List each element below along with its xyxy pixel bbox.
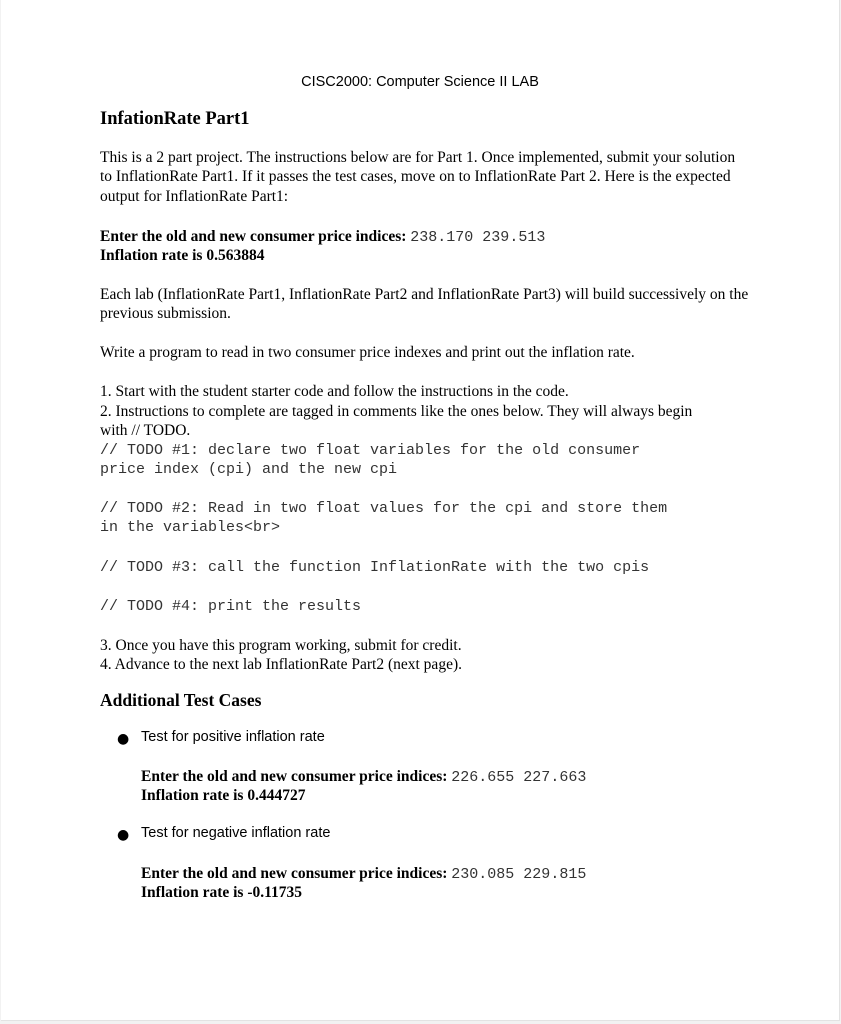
test-case-2-prompt: Enter the old and new consumer price indices: bbox=[141, 865, 448, 882]
test-case-1-result: Inflation rate is 0.444727 bbox=[141, 787, 306, 804]
todo-1-line-2: price index (cpi) and the new cpi bbox=[100, 461, 398, 478]
test-case-1-label: Test for positive inflation rate bbox=[141, 729, 325, 745]
additional-test-cases-heading: Additional Test Cases bbox=[100, 690, 262, 710]
test-case-1-prompt-line bbox=[141, 767, 586, 787]
test-case-1-input: 226.655 227.663 bbox=[451, 769, 587, 786]
task-paragraph: Write a program to read in two consumer price indexes and print out the inflation rate. bbox=[100, 344, 635, 361]
test-case-2-input: 230.085 229.815 bbox=[451, 866, 587, 883]
todo-4: // TODO #4: print the results bbox=[100, 598, 362, 615]
todo-3: // TODO #3: call the function InflationRate with the two cpis bbox=[100, 559, 650, 576]
expected-output-prompt: Enter the old and new consumer price indices: bbox=[100, 228, 407, 245]
page-header: CISC2000: Computer Science II LAB bbox=[301, 74, 539, 90]
page-title: InfationRate Part1 bbox=[100, 109, 250, 129]
todo-2-line-2: in the variables<br> bbox=[100, 519, 281, 536]
test-case-1-prompt: Enter the old and new consumer price indices: bbox=[141, 768, 448, 785]
step-2-line-1: 2. Instructions to complete are tagged in comments like the ones below. They will always begin bbox=[100, 403, 693, 420]
expected-output-result: Inflation rate is 0.563884 bbox=[100, 247, 265, 264]
test-case-2-prompt-line bbox=[141, 864, 586, 884]
step-4: 4. Advance to the next lab InflationRate Part2 (next page). bbox=[100, 656, 462, 673]
bullet-icon: ● bbox=[117, 827, 130, 843]
test-case-2-result: Inflation rate is -0.11735 bbox=[141, 884, 303, 901]
bullet-icon: ● bbox=[117, 731, 130, 747]
step-2-line-2: with // TODO. bbox=[100, 422, 191, 439]
test-case-2-label: Test for negative inflation rate bbox=[141, 825, 331, 841]
step-3: 3. Once you have this program working, submit for credit. bbox=[100, 637, 462, 654]
expected-output-input: 238.170 239.513 bbox=[410, 229, 546, 246]
todo-2-line-1: // TODO #2: Read in two float values for the cpi and store them bbox=[100, 500, 668, 517]
lab-note-paragraph: Each lab (InflationRate Part1, InflationRate Part2 and InflationRate Part3) will build successively on the previous submission. bbox=[100, 286, 749, 323]
step-1: 1. Start with the student starter code and follow the instructions in the code. bbox=[100, 383, 569, 400]
todo-1-line-1: // TODO #1: declare two float variables for the old consumer bbox=[100, 442, 641, 459]
intro-paragraph: This is a 2 part project. The instructions below are for Part 1. Once implemented, submit your solution to InflationRate Part1. If it passes the test cases, move on to InflationRate Part 2. Here is the expected output for InflationRate Part1: bbox=[100, 149, 736, 205]
document-page bbox=[1, 0, 840, 1021]
expected-output-prompt-line bbox=[100, 227, 545, 247]
